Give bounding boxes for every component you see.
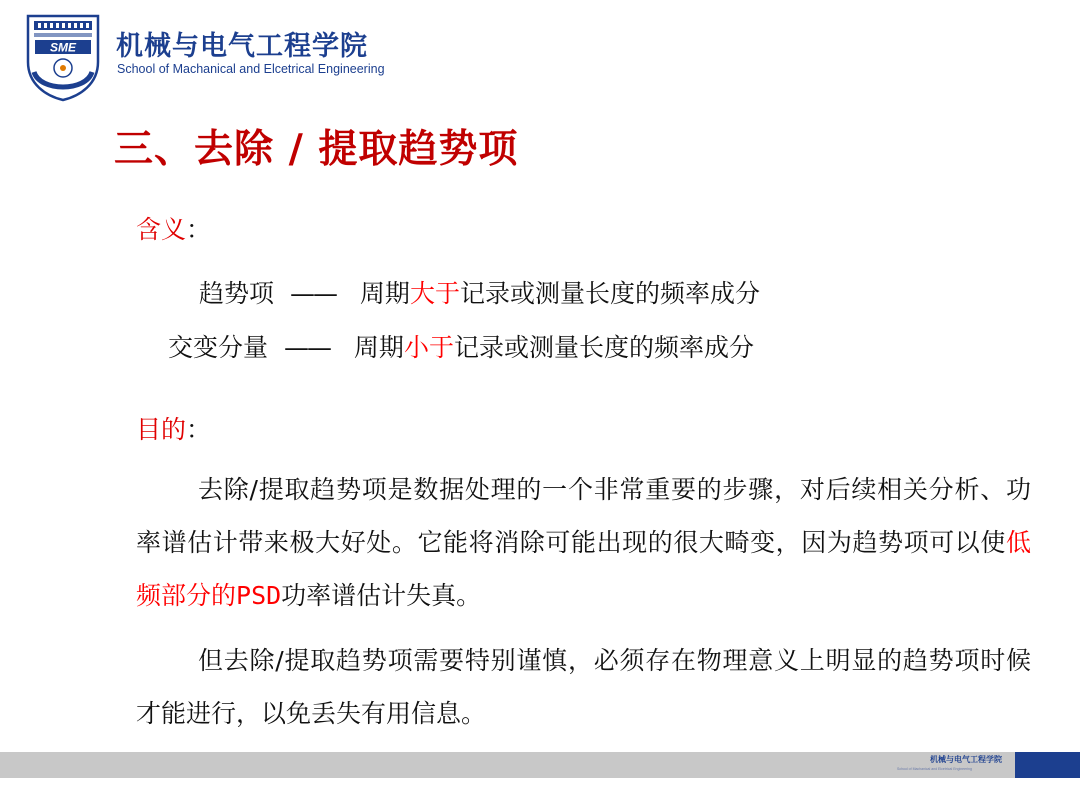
footer-school-name-en: School of Machanical and Elcetrical Engineering: [897, 767, 972, 771]
meaning-label: 含义: [136, 215, 187, 244]
meaning-colon: ：: [186, 215, 212, 244]
trend-dash: ——: [289, 279, 336, 308]
purpose-paragraph-2: 但去除/提取趋势项需要特别谨慎，必须存在物理意义上明显的趋势项时候才能进行，以免丢失有用信息。: [136, 646, 1031, 728]
trend-prefix: 周期: [359, 279, 410, 308]
purpose-para1-tail: 功率谱估计失真。: [281, 581, 482, 610]
school-seal-icon: [22, 12, 104, 102]
trend-term: 趋势项: [199, 279, 275, 308]
alternating-dash: ——: [283, 333, 330, 362]
trend-suffix: 记录或测量长度的频率成分: [459, 279, 760, 308]
meaning-heading: [136, 210, 211, 246]
alternating-term: 交变分量: [168, 333, 269, 362]
trend-highlight: 大于: [409, 279, 460, 308]
footer-school-name-cn: 机械与电气工程学院: [930, 755, 1002, 764]
meaning-row-alternating: [168, 328, 754, 364]
purpose-para1-text: 去除/提取趋势项是数据处理的一个非常重要的步骤，对后续相关分析、功率谱估计带来极大好处。它能将消除可能出现的很大畸变，因为趋势项可以使: [136, 475, 1031, 557]
purpose-para1-psd: PSD: [236, 581, 282, 610]
purpose-colon: ：: [186, 415, 212, 444]
alternating-prefix: 周期: [353, 333, 404, 362]
school-name-cn: 机械与电气工程学院: [116, 31, 368, 62]
purpose-label: 目的: [136, 415, 187, 444]
school-logo: [22, 12, 104, 102]
purpose-paragraph-1: [136, 463, 1031, 622]
purpose-heading: [136, 410, 211, 446]
school-name-en: School of Machanical and Elcetrical Engineering: [117, 62, 385, 76]
purpose-para1-highlight: 低频部分的: [136, 528, 1031, 610]
footer-accent-block: [1015, 752, 1080, 778]
alternating-suffix: 记录或测量长度的频率成分: [453, 333, 754, 362]
footer-bar: [0, 752, 1080, 778]
slide-title: 三、去除 / 提取趋势项: [114, 127, 519, 172]
logo-badge-text: SME: [49, 40, 77, 55]
alternating-highlight: 小于: [403, 333, 454, 362]
meaning-row-trend: [199, 274, 760, 310]
